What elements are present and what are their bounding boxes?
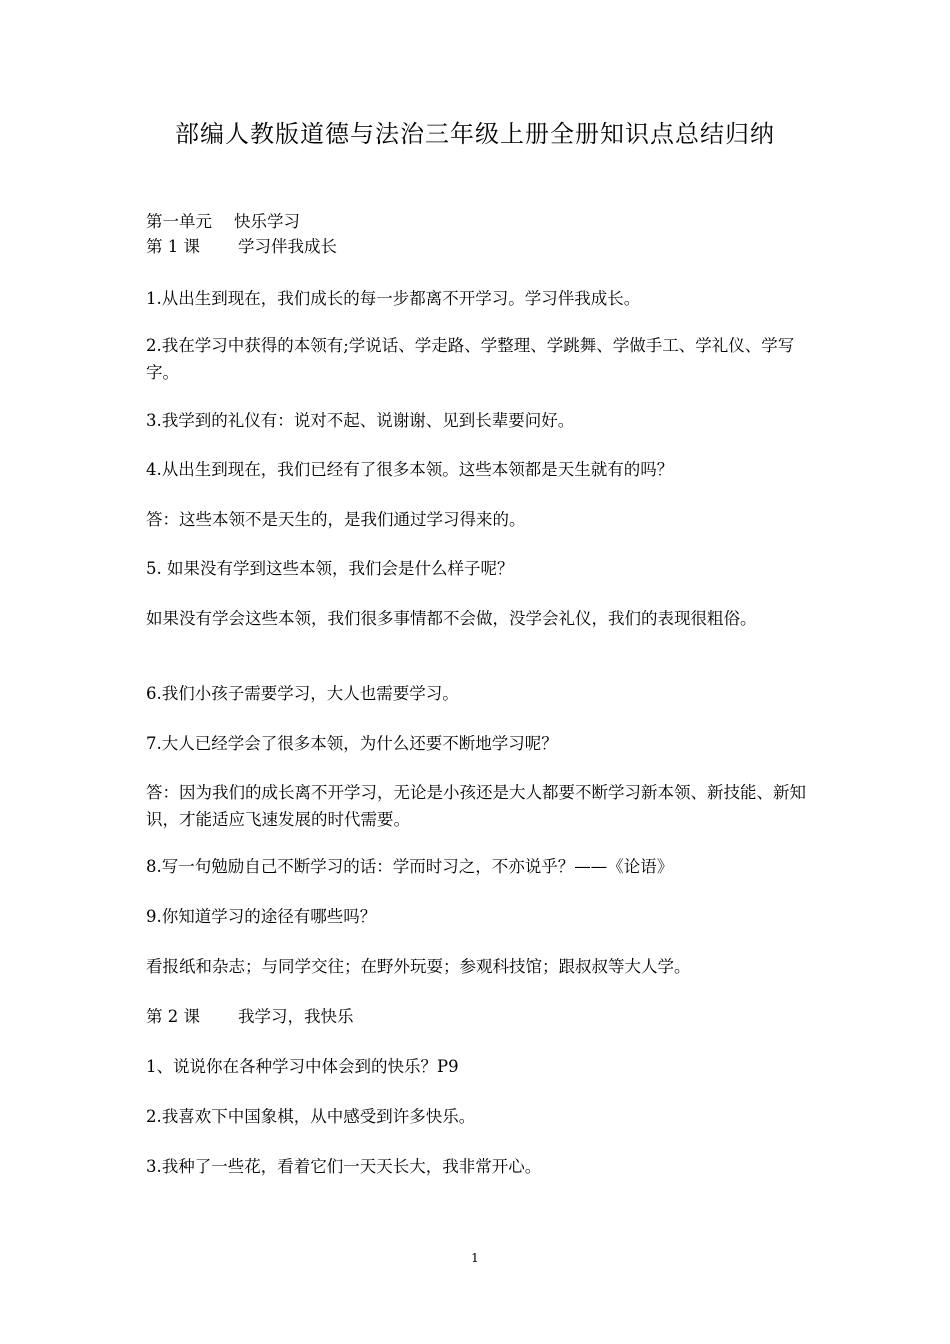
list-item: 7.大人已经学会了很多本领，为什么还要不断地学习呢？ [146, 734, 558, 753]
lesson-label: 第 2 课 [146, 1007, 200, 1026]
unit-name: 快乐学习 [234, 212, 300, 231]
list-item: 8.写一句勉励自己不断学习的话：学而时习之，不亦说乎？——《论语》 [146, 857, 674, 876]
answer-text: 答：这些本领不是天生的，是我们通过学习得来的。 [146, 510, 526, 529]
list-item: 3.我学到的礼仪有：说对不起、说谢谢、见到长辈要问好。 [146, 411, 575, 430]
lesson-heading [146, 1003, 811, 1030]
list-item: 9.你知道学习的途径有哪些吗？ [146, 907, 377, 926]
list-item: 2.我喜欢下中国象棋，从中感受到许多快乐。 [146, 1107, 476, 1126]
unit-heading [146, 208, 811, 235]
page-number: 1 [471, 1251, 479, 1265]
list-item: 2.我在学习中获得的本领有;学说话、学走路、学整理、学跳舞、学做手工、学礼仪、学写字。 [146, 336, 795, 382]
list-item: 5. 如果没有学到这些本领，我们会是什么样子呢？ [146, 559, 514, 578]
list-item: 3.我种了一些花，看着它们一天天长大，我非常开心。 [146, 1157, 542, 1176]
list-item: 1、说说你在各种学习中体会到的快乐？P9 [146, 1057, 459, 1076]
lesson-heading [146, 233, 811, 260]
list-item: 4.从出生到现在，我们已经有了很多本领。这些本领都是天生就有的吗？ [146, 460, 674, 479]
lesson-name: 学习伴我成长 [238, 237, 337, 256]
answer-text: 如果没有学会这些本领，我们很多事情都不会做，没学会礼仪，我们的表现很粗俗。 [146, 609, 757, 628]
answer-text: 答：因为我们的成长离不开学习，无论是小孩还是大人都要不断学习新本领、新技能、新知识，才能适应飞速发展的时代需要。 [146, 783, 806, 829]
unit-label: 第一单元 [146, 212, 212, 231]
document-title: 部编人教版道德与法治三年级上册全册知识点总结归纳 [175, 120, 775, 148]
list-item: 1.从出生到现在，我们成长的每一步都离不开学习。学习伴我成长。 [146, 289, 641, 308]
lesson-name: 我学习，我快乐 [238, 1007, 354, 1026]
lesson-label: 第 1 课 [146, 237, 200, 256]
list-item: 6.我们小孩子需要学习，大人也需要学习。 [146, 684, 459, 703]
answer-text: 看报纸和杂志；与同学交往；在野外玩耍；参观科技馆；跟叔叔等大人学。 [146, 957, 691, 976]
